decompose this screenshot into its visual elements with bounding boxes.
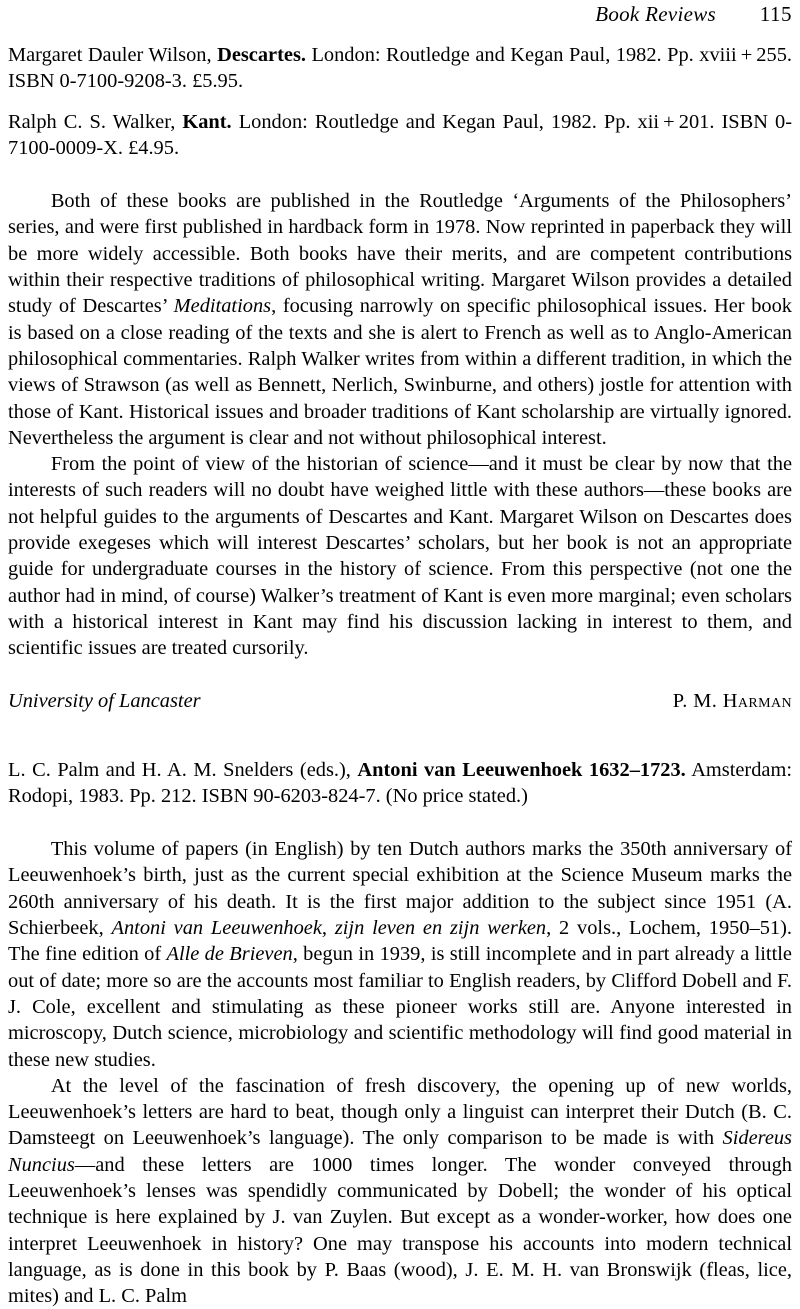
byline-author-initials: P. M. bbox=[672, 689, 723, 712]
entry-author: Ralph C. S. Walker, bbox=[8, 110, 183, 133]
italic-title: Antoni van Leeuwenhoek, zijn leven en zijn werken bbox=[111, 917, 547, 940]
byline-affiliation: University of Lancaster bbox=[8, 689, 201, 712]
entry-imprint: London: Routledge and Kegan Paul, 1982. Pp. xii + 201. ISBN 0-7100-0009-X. £4.95. bbox=[8, 110, 792, 159]
entry-imprint: Amsterdam: Rodopi, 1983. Pp. 212. ISBN 90-6203-824-7. (No price stated.) bbox=[8, 758, 792, 807]
entry-author: Margaret Dauler Wilson, bbox=[8, 44, 218, 66]
spacer bbox=[8, 823, 792, 836]
entry-imprint: London: Routledge and Kegan Paul, 1982. Pp. xviii + 255. ISBN 0-7100-9208-3. £5.95. bbox=[8, 44, 792, 93]
entry-title: Antoni van Leeuwenhoek 1632–1723. bbox=[357, 758, 686, 781]
byline-author-surname: Harman bbox=[722, 689, 792, 712]
text-run: This volume of papers (in English) by ten Dutch authors marks the 350th anniversary of Leeuwenhoek’s birth, just as the current special exhibition at the Science Museum marks the 260th anniversary of his death. It is the first major addition to the subject since 1951 (A. Schierbeek, bbox=[8, 838, 792, 940]
review-byline bbox=[8, 690, 792, 713]
running-head bbox=[8, 0, 792, 36]
review-paragraph bbox=[8, 188, 792, 451]
italic-title: Alle de Brieven bbox=[166, 943, 293, 966]
section-spacer bbox=[8, 723, 792, 757]
bibliographic-entry bbox=[8, 757, 792, 810]
text-run: From the point of view of the historian of science—and it must be clear by now that the interests of such readers will no doubt have weighed little with these authors—these books are not helpful guides to the arguments of Descartes and Kant. Margaret Wilson on Descartes does provide exegeses which will interest Descartes’ scholars, but her book is not an appropriate guide for undergraduate courses in the history of science. From this perspective (not one the author had in mind, of course) Walker’s treatment of Kant is even more marginal; even scholars with a historical interest in Kant may find his discussion lacking in interest to them, and scientific issues are treated cursorily. bbox=[8, 453, 792, 660]
spacer bbox=[8, 175, 792, 188]
text-run: —and these letters are 1000 times longer. The wonder conveyed through Leeuwenhoek’s lenses was spendidly communicated by Dobell; the wonder of his optical technique is here explained by J. van Zuylen. But except as a wonder-worker, how does one interpret Leeuwenhoek in history? One may transpose his accounts into modern technical language, as is done in this book by P. Baas (wood), J. E. M. H. van Bronswijk (fleas, lice, mites) and L. C. Palm bbox=[8, 1153, 792, 1308]
text-run: , begun in 1939, is still incomplete and in part already a little out of date; more so are the accounts most familiar to English readers, by Clifford Dobell and F. J. Cole, excellent and stimulating as these pioneer works still are. Anyone interested in microscopy, Dutch science, microbiology and scientific methodology will find good material in these new studies. bbox=[8, 943, 792, 1071]
bibliographic-entry bbox=[8, 42, 792, 95]
review-descartes-kant bbox=[8, 42, 792, 713]
entry-title: Descartes. bbox=[217, 44, 306, 66]
italic-title: Sidereus Nuncius bbox=[8, 1127, 792, 1176]
running-head-title: Book Reviews bbox=[595, 2, 716, 26]
review-paragraph bbox=[8, 836, 792, 1073]
italic-title: Meditations bbox=[173, 295, 272, 318]
text-run: , 2 vols., Lochem, 1950–51). The fine edition of bbox=[8, 917, 793, 966]
page-number: 115 bbox=[759, 2, 792, 26]
byline-author bbox=[673, 690, 792, 713]
entry-title: Kant. bbox=[182, 110, 232, 133]
text-run: , focusing narrowly on specific philosophical issues. Her book is based on a close reading of the texts and she is alert to French as well as to Anglo-American philosophical commentaries. Ralph Walker writes from within a different tradition, in which the views of Strawson (as well as Bennett, Nerlich, Swinburne, and others) jostle for attention with those of Kant. Historical issues and broader traditions of Kant scholarship are virtually ignored. Nevertheless the argument is clear and not without philosophical interest. bbox=[8, 295, 793, 449]
text-run: At the level of the fascination of fresh discovery, the opening up of new worlds, Leeuwenhoek’s letters are hard to beat, though only a linguist can interpret their Dutch (B. C. Damsteegt on Leeuwenhoek’s language). The only comparison to be made is with bbox=[8, 1074, 792, 1150]
review-paragraph bbox=[8, 1073, 792, 1309]
review-paragraph bbox=[8, 451, 792, 661]
text-run: Both of these books are published in the Routledge ‘Arguments of the Philosophers’ series, and were first published in hardback form in 1978. Now reprinted in paperback they will be more widely accessible. Both books have their merits, and are competent contributions within their respective traditions of philosophical writing. Margaret Wilson provides a detailed study of Descartes’ bbox=[8, 190, 792, 318]
entry-author: L. C. Palm and H. A. M. Snelders (eds.), bbox=[8, 758, 358, 781]
bibliographic-entry bbox=[8, 109, 792, 162]
review-leeuwenhoek bbox=[8, 757, 792, 1309]
